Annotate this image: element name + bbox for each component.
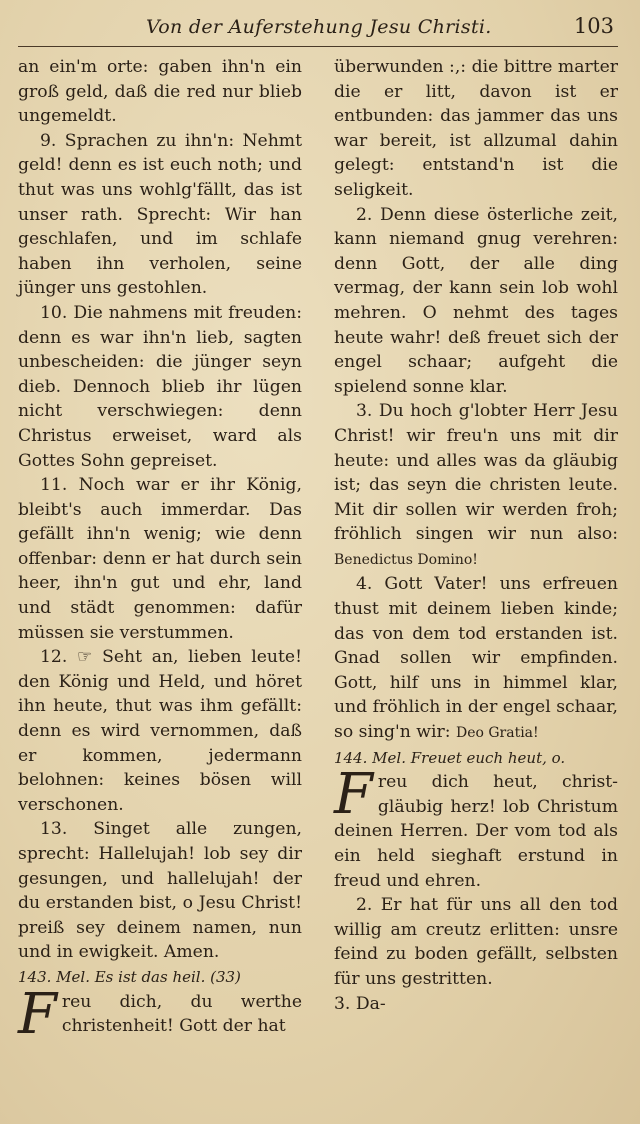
hymn-143-melody: 143. Mel. Es ist das heil. (33) <box>18 967 241 986</box>
right-column <box>334 55 618 1039</box>
hymn-143-first-verse: Freu dich, du werthe christenheit! Gott der hat <box>18 981 302 1047</box>
page-header <box>18 10 618 47</box>
hymn-144-first-verse: Freu dich heut, christ-gläubig herz! lob Christum deinen Herren. Der vom tod als ein held sieghaft erstund in freud und ehren. <box>334 762 618 891</box>
hymn-143-continued: überwunden :,: die bittre marter die er litt, davon ist er entbunden: das jammer das uns war bereit, ist allzumal dahin gelegt: entstand'n ist die seligkeit. <box>334 57 618 200</box>
verse-9: 9. Sprachen zu ihn'n: Nehmt geld! denn es ist euch noth; und thut was uns wohlg'fällt, das ist unser rath. Sprecht: Wir han geschlafen, und im schlafe haben ihn verholen, seine jünger uns gestohlen. <box>18 130 302 299</box>
verse-4-text: 4. Gott Vater! uns erfreuen thust mit deinem lieben kinde; das von dem tod erstanden ist. Gnad sollen wir empfinden. Gott, hilf uns in himmel klar, und fröhlich in der engel schaar, so sing'n wir: <box>334 574 618 743</box>
verse-10: 10. Die nahmens mit freuden: denn es war ihn'n lieb, sagten unbescheiden: die jünger seyn dieb. Dennoch blieb ihr lügen nicht verschwiegen: denn Christus erweiset, ward als Gottes Sohn gepreiset. <box>18 302 302 471</box>
verse-12: 12. ☞ Seht an, lieben leute! den König und Held, und höret ihn heute, thut was ihm gefällt: denn es wird vernommen, daß er kommen, jedermann belohnen: keines bösen will verschonen. <box>18 647 302 815</box>
left-column <box>18 55 302 1047</box>
hymn-143-verse-3 <box>334 399 618 572</box>
hymn-144-verse-2: 2. Er hat für uns all den tod willig am creutz erlitten: unsre feind zu boden gefällt, selbsten für uns gestritten. <box>334 895 618 989</box>
verse-3-latin: Benedictus Domino! <box>334 551 478 568</box>
hymn-143-verse-4 <box>334 572 618 745</box>
catchword: 3. Da- <box>334 993 386 1014</box>
verse-11: 11. Noch war er ihr König, bleibt's auch immerdar. Das gefällt ihn'n wenig; wie denn offenbar: denn er hat durch sein heer, ihn'n gut und ehr, land und städt genommen: dafür müssen sie verstummen. <box>18 475 302 643</box>
page-number: 103 <box>573 14 614 38</box>
hymn-143-verse-2: 2. Denn diese österliche zeit, kann niemand gnug verehren: denn Gott, der alle ding vermag, der kann sein lob wohl mehren. O nehmt des tages heute wahr! deß freuet sich der engel schaar; aufgeht die spielend sonne klar. <box>334 204 618 397</box>
running-title: Von der Auferstehung Jesu Christi. <box>146 16 492 38</box>
text-columns <box>18 55 618 1047</box>
verse-3-text: 3. Du hoch g'lobter Herr Jesu Christ! wir freu'n uns mit dir heute: und alles was da gläubig ist; das seyn die christen leute. Mit dir sollen wir werden froh; fröhlich singen wir nun also: <box>334 401 618 545</box>
hymn-144-melody: 144. Mel. Freuet euch heut, o. <box>334 748 566 767</box>
continued-verse: an ein'm orte: gaben ihn'n ein groß geld, daß die red nur blieb ungemeldt. <box>18 57 302 127</box>
verse-13: 13. Singet alle zungen, sprecht: Hallelujah! lob sey dir gesungen, und hallelujah! der du erstanden bist, o Jesu Christ! preiß sey deinem namen, nun und in ewigkeit. Amen. <box>18 819 302 963</box>
verse-4-latin: Deo Gratia! <box>455 725 539 742</box>
